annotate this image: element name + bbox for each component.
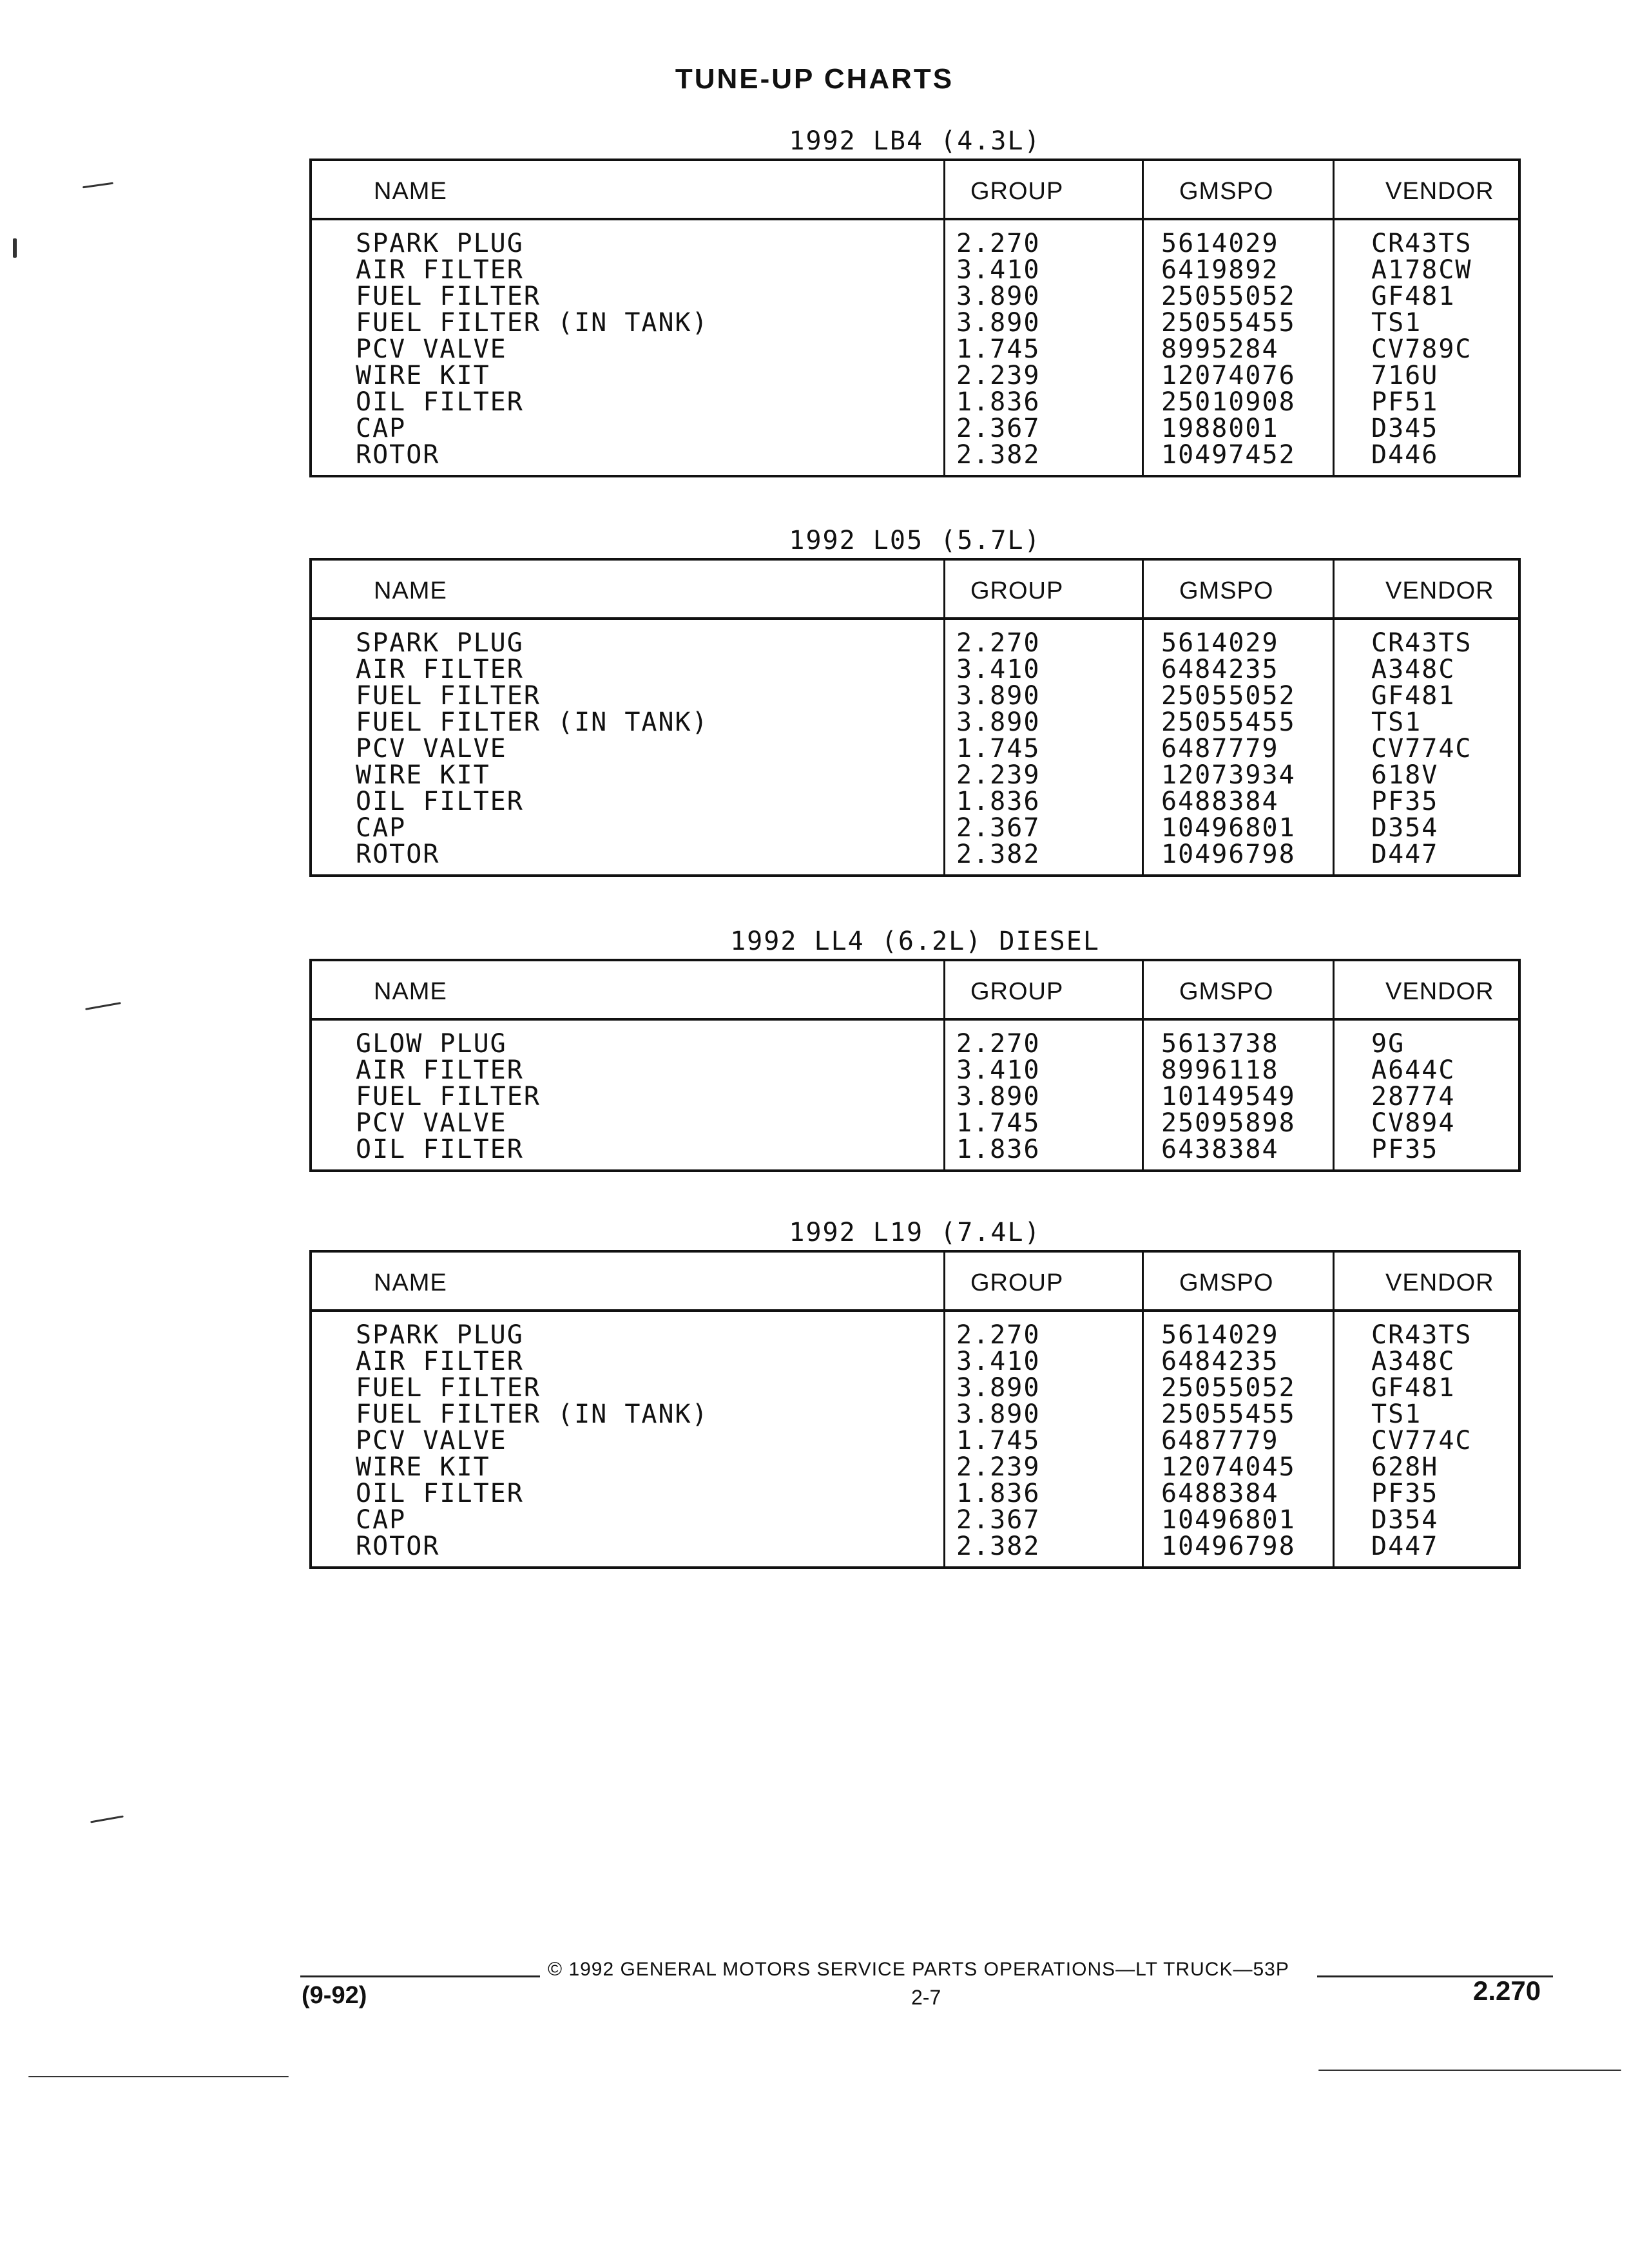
cell-gmspo: 25055052 <box>1161 1373 1296 1403</box>
cell-group: 1.745 <box>956 734 1041 764</box>
parts-table <box>309 159 1521 477</box>
column-header-vendor: VENDOR <box>1385 577 1494 604</box>
table-row <box>312 841 1518 868</box>
table-row <box>312 1322 1518 1349</box>
table-row <box>312 1057 1518 1084</box>
table-body <box>312 620 1518 874</box>
cell-group: 3.890 <box>956 1399 1041 1429</box>
cell-vendor: GF481 <box>1371 1373 1456 1403</box>
table-header <box>312 1253 1518 1312</box>
cell-gmspo: 12073934 <box>1161 760 1296 790</box>
cell-vendor: CV774C <box>1371 734 1472 764</box>
cell-vendor: TS1 <box>1371 1399 1422 1429</box>
table-row <box>312 363 1518 389</box>
cell-gmspo: 12074076 <box>1161 361 1296 390</box>
column-header-gmspo: GMSPO <box>1179 178 1274 205</box>
cell-name: AIR FILTER <box>356 1347 524 1376</box>
cell-group: 1.745 <box>956 1108 1041 1138</box>
cell-name: ROTOR <box>356 440 440 470</box>
cell-vendor: PF51 <box>1371 387 1439 417</box>
cell-group: 2.367 <box>956 813 1041 843</box>
page-title: TUNE-UP CHARTS <box>675 63 954 95</box>
cell-vendor: 9G <box>1371 1029 1405 1059</box>
cell-name: WIRE KIT <box>356 760 490 790</box>
cell-vendor: D345 <box>1371 414 1439 443</box>
cell-vendor: CV894 <box>1371 1108 1456 1138</box>
section-title: 1992 L05 (5.7L) <box>789 526 1041 555</box>
cell-group: 3.890 <box>956 681 1041 711</box>
cell-gmspo: 25095898 <box>1161 1108 1296 1138</box>
cell-vendor: TS1 <box>1371 308 1422 338</box>
column-header-gmspo: GMSPO <box>1179 978 1274 1005</box>
table-header <box>312 161 1518 220</box>
cell-vendor: A348C <box>1371 1347 1456 1376</box>
cell-name: PCV VALVE <box>356 334 507 364</box>
cell-name: SPARK PLUG <box>356 628 524 658</box>
column-header-name: NAME <box>374 1269 447 1296</box>
margin-mark <box>82 182 113 189</box>
cell-name: FUEL FILTER (IN TANK) <box>356 707 709 737</box>
table-row <box>312 1084 1518 1110</box>
cell-gmspo: 10149549 <box>1161 1082 1296 1111</box>
bottom-scan-line <box>1318 2070 1621 2071</box>
cell-vendor: CV774C <box>1371 1426 1472 1456</box>
cell-vendor: PF35 <box>1371 787 1439 816</box>
cell-group: 3.890 <box>956 1373 1041 1403</box>
table-row <box>312 1110 1518 1137</box>
cell-group: 2.270 <box>956 1320 1041 1350</box>
cell-vendor: D447 <box>1371 1532 1439 1561</box>
table-body <box>312 220 1518 475</box>
table-row <box>312 1349 1518 1375</box>
table-row <box>312 1031 1518 1057</box>
cell-vendor: D446 <box>1371 440 1439 470</box>
parts-table <box>309 1250 1521 1569</box>
cell-gmspo: 6419892 <box>1161 255 1279 285</box>
cell-group: 2.239 <box>956 1452 1041 1482</box>
cell-vendor: 618V <box>1371 760 1439 790</box>
cell-gmspo: 10496801 <box>1161 1505 1296 1535</box>
cell-group: 1.836 <box>956 1479 1041 1508</box>
cell-group: 3.410 <box>956 655 1041 684</box>
cell-group: 2.382 <box>956 440 1041 470</box>
cell-gmspo: 10496798 <box>1161 840 1296 869</box>
cell-name: AIR FILTER <box>356 255 524 285</box>
cell-gmspo: 5614029 <box>1161 628 1279 658</box>
section-title: 1992 LL4 (6.2L) DIESEL <box>730 927 1100 956</box>
section-title: 1992 L19 (7.4L) <box>789 1218 1041 1247</box>
table-body <box>312 1312 1518 1566</box>
cell-gmspo: 25055455 <box>1161 1399 1296 1429</box>
cell-group: 2.270 <box>956 229 1041 258</box>
cell-vendor: CV789C <box>1371 334 1472 364</box>
column-header-name: NAME <box>374 577 447 604</box>
table-row <box>312 1375 1518 1401</box>
cell-gmspo: 6488384 <box>1161 787 1279 816</box>
cell-group: 1.836 <box>956 387 1041 417</box>
column-header-gmspo: GMSPO <box>1179 577 1274 604</box>
cell-vendor: D447 <box>1371 840 1439 869</box>
parts-table <box>309 959 1521 1172</box>
cell-name: WIRE KIT <box>356 1452 490 1482</box>
cell-name: ROTOR <box>356 1532 440 1561</box>
table-row <box>312 815 1518 841</box>
cell-gmspo: 6484235 <box>1161 655 1279 684</box>
table-row <box>312 1137 1518 1163</box>
cell-vendor: GF481 <box>1371 681 1456 711</box>
cell-vendor: CR43TS <box>1371 628 1472 658</box>
footer-copyright: © 1992 GENERAL MOTORS SERVICE PARTS OPERATIONS—LT TRUCK—53P <box>548 1959 1289 1980</box>
cell-gmspo: 6487779 <box>1161 734 1279 764</box>
cell-name: CAP <box>356 813 407 843</box>
cell-group: 2.239 <box>956 760 1041 790</box>
cell-vendor: D354 <box>1371 813 1439 843</box>
table-row <box>312 416 1518 442</box>
cell-name: CAP <box>356 1505 407 1535</box>
cell-vendor: A644C <box>1371 1055 1456 1085</box>
cell-gmspo: 10497452 <box>1161 440 1296 470</box>
table-row <box>312 789 1518 815</box>
cell-group: 1.745 <box>956 334 1041 364</box>
table-row <box>312 657 1518 683</box>
table-row <box>312 1401 1518 1428</box>
cell-vendor: 28774 <box>1371 1082 1456 1111</box>
cell-name: GLOW PLUG <box>356 1029 507 1059</box>
footer-rule-left <box>300 1975 540 1977</box>
cell-name: FUEL FILTER <box>356 1373 541 1403</box>
cell-name: WIRE KIT <box>356 361 490 390</box>
column-header-group: GROUP <box>970 1269 1064 1296</box>
cell-group: 2.270 <box>956 628 1041 658</box>
table-row <box>312 683 1518 709</box>
cell-name: OIL FILTER <box>356 1479 524 1508</box>
cell-name: PCV VALVE <box>356 1426 507 1456</box>
cell-name: OIL FILTER <box>356 1135 524 1164</box>
cell-name: OIL FILTER <box>356 787 524 816</box>
cell-gmspo: 25055455 <box>1161 308 1296 338</box>
cell-name: FUEL FILTER <box>356 282 541 311</box>
cell-group: 2.382 <box>956 840 1041 869</box>
cell-gmspo: 25055052 <box>1161 282 1296 311</box>
cell-vendor: TS1 <box>1371 707 1422 737</box>
cell-vendor: CR43TS <box>1371 229 1472 258</box>
table-row <box>312 1481 1518 1507</box>
cell-name: FUEL FILTER <box>356 1082 541 1111</box>
cell-group: 3.410 <box>956 1347 1041 1376</box>
cell-gmspo: 25055052 <box>1161 681 1296 711</box>
cell-group: 2.367 <box>956 1505 1041 1535</box>
column-header-group: GROUP <box>970 577 1064 604</box>
bottom-scan-line <box>28 2076 289 2077</box>
cell-vendor: CR43TS <box>1371 1320 1472 1350</box>
column-header-name: NAME <box>374 978 447 1005</box>
table-row <box>312 1454 1518 1481</box>
cell-group: 3.890 <box>956 282 1041 311</box>
cell-vendor: PF35 <box>1371 1479 1439 1508</box>
cell-group: 2.367 <box>956 414 1041 443</box>
cell-gmspo: 8995284 <box>1161 334 1279 364</box>
cell-gmspo: 1988001 <box>1161 414 1279 443</box>
cell-group: 2.270 <box>956 1029 1041 1059</box>
cell-vendor: A178CW <box>1371 255 1472 285</box>
cell-gmspo: 6488384 <box>1161 1479 1279 1508</box>
cell-vendor: GF481 <box>1371 282 1456 311</box>
cell-name: ROTOR <box>356 840 440 869</box>
cell-vendor: D354 <box>1371 1505 1439 1535</box>
cell-group: 1.745 <box>956 1426 1041 1456</box>
parts-table <box>309 558 1521 877</box>
cell-name: PCV VALVE <box>356 734 507 764</box>
margin-mark <box>85 1002 121 1010</box>
column-header-group: GROUP <box>970 178 1064 205</box>
cell-group: 3.890 <box>956 707 1041 737</box>
cell-name: OIL FILTER <box>356 387 524 417</box>
cell-name: PCV VALVE <box>356 1108 507 1138</box>
table-row <box>312 736 1518 762</box>
cell-name: FUEL FILTER <box>356 681 541 711</box>
footer-date: (9-92) <box>302 1982 367 2009</box>
column-header-vendor: VENDOR <box>1385 1269 1494 1296</box>
cell-group: 2.382 <box>956 1532 1041 1561</box>
cell-name: AIR FILTER <box>356 1055 524 1085</box>
cell-vendor: PF35 <box>1371 1135 1439 1164</box>
column-header-group: GROUP <box>970 978 1064 1005</box>
cell-gmspo: 5613738 <box>1161 1029 1279 1059</box>
cell-group: 3.890 <box>956 308 1041 338</box>
footer-group-ref: 2.270 <box>1473 1975 1541 2006</box>
cell-vendor: A348C <box>1371 655 1456 684</box>
cell-group: 3.890 <box>956 1082 1041 1111</box>
table-row <box>312 442 1518 468</box>
cell-name: FUEL FILTER (IN TANK) <box>356 1399 709 1429</box>
cell-name: FUEL FILTER (IN TANK) <box>356 308 709 338</box>
cell-vendor: 716U <box>1371 361 1439 390</box>
table-header <box>312 961 1518 1021</box>
cell-gmspo: 6438384 <box>1161 1135 1279 1164</box>
cell-gmspo: 12074045 <box>1161 1452 1296 1482</box>
cell-group: 3.410 <box>956 1055 1041 1085</box>
cell-group: 1.836 <box>956 1135 1041 1164</box>
margin-mark <box>90 1816 124 1823</box>
table-row <box>312 389 1518 416</box>
table-header <box>312 561 1518 620</box>
margin-mark <box>13 238 17 258</box>
table-row <box>312 310 1518 336</box>
column-header-name: NAME <box>374 178 447 205</box>
cell-gmspo: 25055455 <box>1161 707 1296 737</box>
cell-gmspo: 5614029 <box>1161 1320 1279 1350</box>
table-row <box>312 630 1518 657</box>
cell-gmspo: 5614029 <box>1161 229 1279 258</box>
table-row <box>312 284 1518 310</box>
cell-name: AIR FILTER <box>356 655 524 684</box>
cell-vendor: 628H <box>1371 1452 1439 1482</box>
table-row <box>312 709 1518 736</box>
table-row <box>312 1507 1518 1533</box>
column-header-vendor: VENDOR <box>1385 978 1494 1005</box>
cell-gmspo: 8996118 <box>1161 1055 1279 1085</box>
footer-page-number: 2-7 <box>911 1986 941 2009</box>
cell-group: 3.410 <box>956 255 1041 285</box>
column-header-vendor: VENDOR <box>1385 178 1494 205</box>
table-row <box>312 1428 1518 1454</box>
table-row <box>312 336 1518 363</box>
table-row <box>312 257 1518 284</box>
cell-gmspo: 25010908 <box>1161 387 1296 417</box>
cell-gmspo: 6484235 <box>1161 1347 1279 1376</box>
cell-group: 2.239 <box>956 361 1041 390</box>
table-row <box>312 1533 1518 1560</box>
column-header-gmspo: GMSPO <box>1179 1269 1274 1296</box>
table-body <box>312 1021 1518 1169</box>
cell-name: SPARK PLUG <box>356 229 524 258</box>
cell-group: 1.836 <box>956 787 1041 816</box>
table-row <box>312 231 1518 257</box>
cell-gmspo: 6487779 <box>1161 1426 1279 1456</box>
table-row <box>312 762 1518 789</box>
cell-gmspo: 10496801 <box>1161 813 1296 843</box>
cell-name: CAP <box>356 414 407 443</box>
section-title: 1992 LB4 (4.3L) <box>789 126 1041 156</box>
cell-name: SPARK PLUG <box>356 1320 524 1350</box>
cell-gmspo: 10496798 <box>1161 1532 1296 1561</box>
